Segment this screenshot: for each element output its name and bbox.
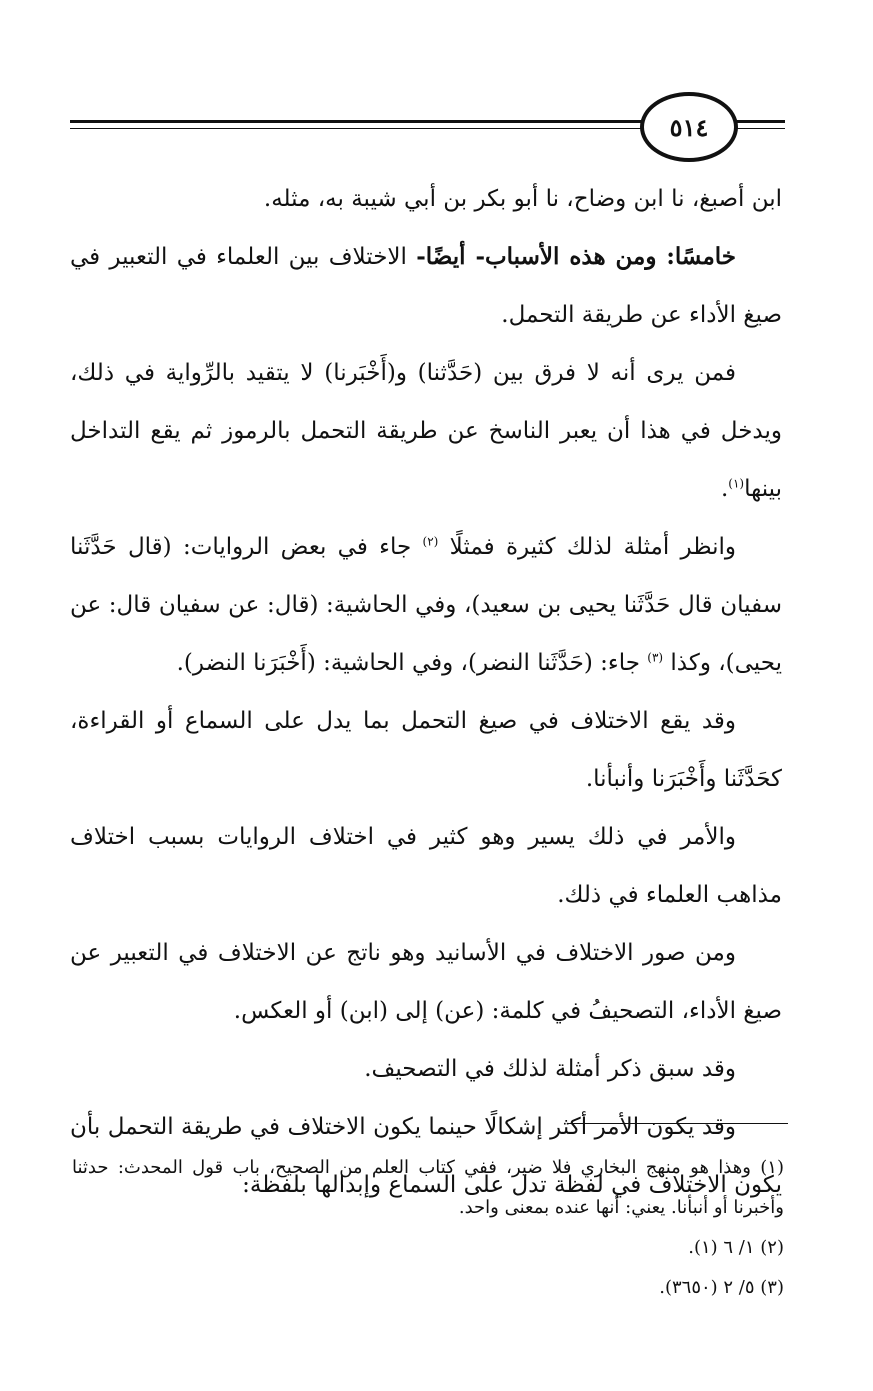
paragraph	[70, 808, 782, 924]
paragraph-text: وقد يقع الاختلاف في صيغ التحمل بما يدل على السماع أو القراءة، كحَدَّثَنا وأَخْبَرَنا وأنبأنا.	[70, 708, 782, 792]
footnote-separator	[568, 1123, 788, 1124]
footnote-marker: (٣)	[647, 650, 664, 665]
header-rule-left	[70, 120, 645, 123]
paragraph-text: والأمر في ذلك يسير وهو كثير في اختلاف الروايات بسبب اختلاف مذاهب العلماء في ذلك.	[70, 824, 782, 908]
paragraph	[70, 518, 782, 692]
paragraph-text: وقد سبق ذكر أمثلة لذلك في التصحيف.	[364, 1056, 736, 1082]
paragraph-text: ومن صور الاختلاف في الأسانيد وهو ناتج عن الاختلاف في التعبير عن صيغ الأداء، التصحيفُ في كلمة: (عن) إلى (ابن) أو العكس.	[70, 940, 782, 1024]
header-rule-right	[735, 120, 785, 123]
paragraph-text: ابن أصبغ، نا ابن وضاح، نا أبو بكر بن أبي شيبة به، مثله.	[263, 186, 782, 212]
body-text	[70, 170, 782, 1214]
page-number: ٥١٤	[640, 92, 738, 162]
paragraph-text-cont: جاء في بعض الروايات: (قال حَدَّثَنا سفيان قال حَدَّثَنا يحيى بن سعيد)، وفي الحاشية: (قال: عن سفيان قال: عن يحيى)، وكذا	[70, 534, 782, 676]
paragraph	[70, 924, 782, 1040]
section-lead: خامسًا: ومن هذه الأسباب- أيضًا-	[416, 243, 736, 270]
page-header	[0, 92, 873, 162]
footnote: (٣) ٥/ ٢ (٣٦٥٠).	[659, 1277, 784, 1298]
paragraph-text: وانظر أمثلة لذلك كثيرة فمثلًا	[438, 534, 737, 560]
paragraph	[70, 1040, 782, 1098]
header-rule-left-thin	[70, 128, 645, 129]
footnote-marker: (٢)	[422, 534, 439, 549]
paragraph-text: فمن يرى أنه لا فرق بين (حَدَّثنا) و(أَخْبَرنا) لا يتقيد بالرِّواية في ذلك، ويدخل في هذا أن يعبر الناسخ عن طريقة التحمل بالرموز ثم يقع التداخل بينها	[70, 360, 782, 502]
paragraph	[70, 170, 782, 228]
paragraph-text: الاختلاف بين العلماء في التعبير في صيغ الأداء عن طريقة التحمل.	[70, 244, 782, 328]
paragraph	[70, 344, 782, 518]
paragraph-tail: جاء: (حَدَّثَنا النضر)، وفي الحاشية: (أَخْبَرَنا النضر).	[176, 650, 648, 676]
footnote: (١) وهذا هو منهج البخاري فلا ضير، ففي كتاب العلم من الصحيح، باب قول المحدث: حدثنا وأخبرنا أو أنبأنا. يعني: أنها عنده بمعنى واحد.	[72, 1157, 784, 1218]
paragraph	[70, 692, 782, 808]
paragraph	[70, 228, 782, 344]
footnotes	[72, 1148, 784, 1308]
footnote: (٢) ١/ ٦ (١).	[688, 1237, 784, 1258]
header-rule-right-thin	[735, 128, 785, 129]
paragraph-text: وقد يكون الأمر أكثر إشكالًا حينما يكون الاختلاف في طريقة التحمل بأن يكون الاختلاف في لفظة تدل على السماع وإبدالها بلفظة:	[70, 1114, 782, 1198]
footnote-marker: (١)	[728, 476, 745, 491]
paragraph-tail: .	[720, 476, 729, 502]
